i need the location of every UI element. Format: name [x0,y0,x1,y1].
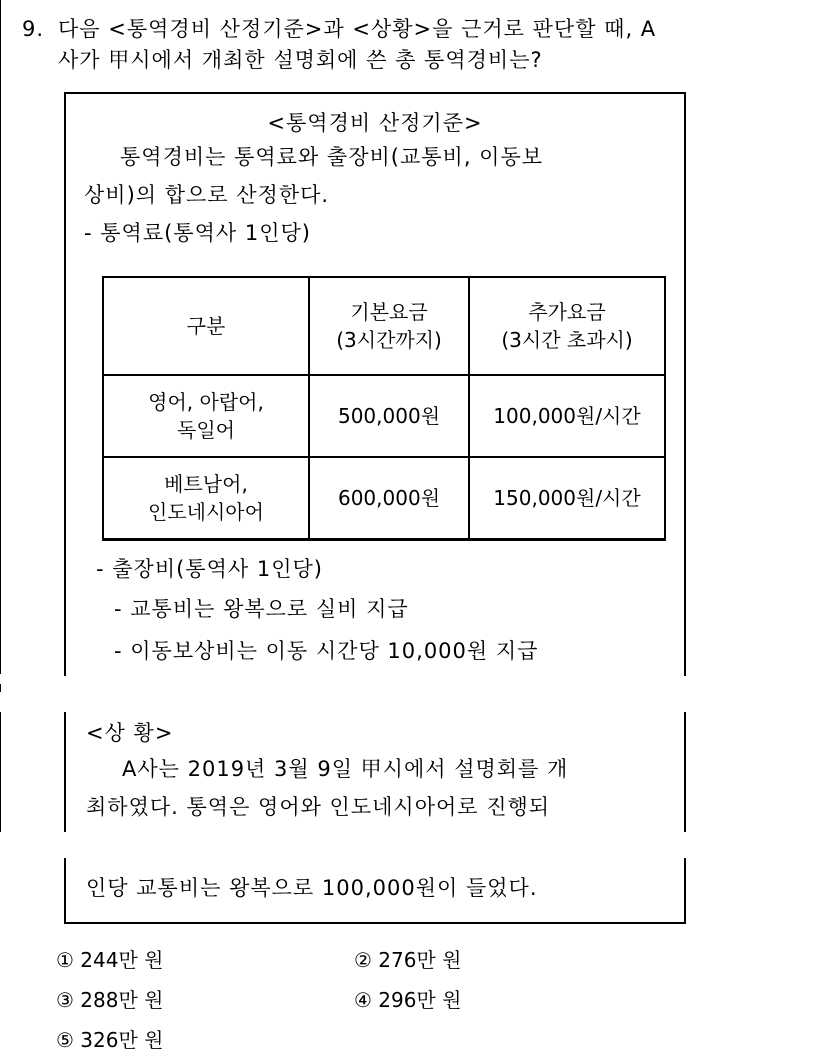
travel-item-transport: - 교통비는 왕복으로 실비 지급 [114,597,409,621]
option-1[interactable]: ① 244만 원 [56,948,164,972]
situation-last-line: 인당 교통비는 왕복으로 100,000원이 들었다. [86,876,538,900]
table-row [103,457,665,540]
criteria-intro-line-2: 상비)의 합으로 산정한다. [84,183,330,207]
travel-heading: - 출장비(통역사 1인당) [96,557,323,581]
fee-heading: - 통역료(통역사 1인당) [84,221,311,245]
fee-header-category: 구분 [103,277,309,375]
fee-cell-language: 영어, 아랍어, 독일어 [103,375,309,457]
criteria-intro-line-1: 통역경비는 통역료와 출장비(교통비, 이동보 [120,145,544,169]
travel-item-compensation: - 이동보상비는 이동 시간당 10,000원 지급 [114,639,539,663]
situation-box-continued [64,858,686,924]
question-line-2: 사가 甲시에서 개최한 설명회에 쓴 총 통역경비는? [58,48,543,72]
option-3[interactable]: ③ 288만 원 [56,988,164,1012]
travel-section [66,550,684,672]
options-row [56,940,676,980]
options-row [56,1020,676,1060]
situation-line-1: A사는 2019년 3월 9일 甲시에서 설명회를 개 [122,757,569,781]
question-text-1: 다음 <통역경비 산정기준>과 <상황>을 근거로 판단할 때, A [58,17,657,41]
situation-title: <상 황> [86,721,174,745]
fee-cell-language: 베트남어, 인도네시아어 [103,457,309,540]
option-2[interactable]: ② 276만 원 [354,948,462,972]
left-margin-rule-lower [0,712,1,832]
criteria-box [64,92,686,676]
situation-line-2: 최하였다. 통역은 영어와 인도네시아어로 진행되 [86,795,551,819]
situation-box [64,712,686,832]
fee-header-base: 기본요금 (3시간까지) [309,277,469,375]
fee-cell-extra: 150,000원/시간 [469,457,665,540]
fee-table-header-row [103,277,665,375]
fee-cell-base: 500,000원 [309,375,469,457]
left-margin-rule [0,0,1,674]
option-5[interactable]: ⑤ 326만 원 [56,1028,164,1052]
fee-header-extra: 추가요금 (3시간 초과시) [469,277,665,375]
criteria-title: <통역경비 산정기준> [267,111,483,135]
options-row [56,980,676,1020]
fee-cell-extra: 100,000원/시간 [469,375,665,457]
fee-cell-base: 600,000원 [309,457,469,540]
answer-options [56,940,676,1060]
table-row [103,375,665,457]
question-stem [22,14,812,76]
question-number: 9. [22,17,45,41]
question-line-1 [22,14,812,45]
fee-table [102,276,666,541]
option-4[interactable]: ④ 296만 원 [354,988,462,1012]
left-margin-rule-tick [0,684,1,692]
